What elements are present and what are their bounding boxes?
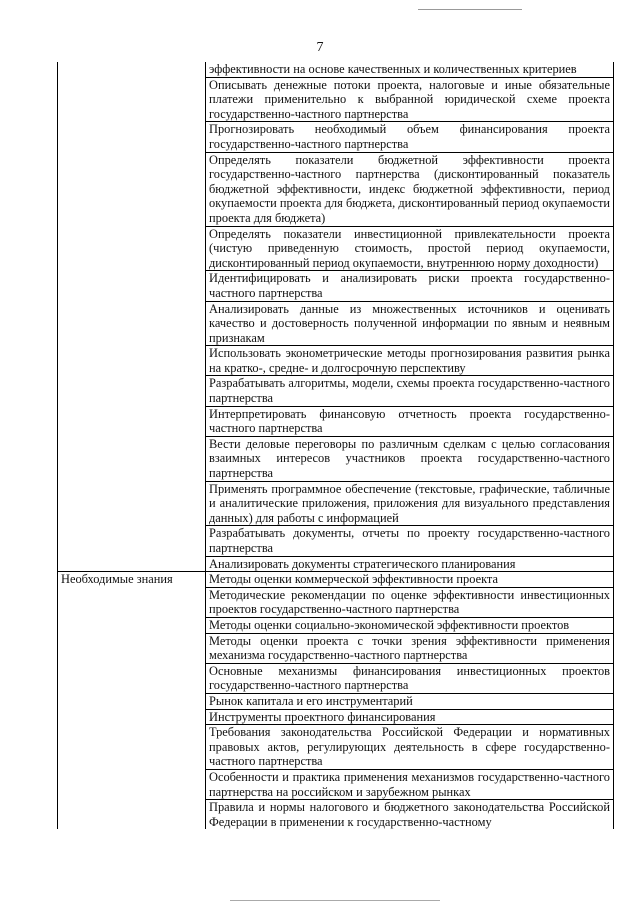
competency-table-body bbox=[58, 62, 614, 829]
skill-item: Определять показатели инвестиционной привлекательности проекта (чистую приведенную стоимость, простой период окупаемости, дисконтированный период окупаемости, внутреннюю норму доходности) bbox=[206, 226, 614, 271]
knowledge-item: Методические рекомендации по оценке эффективности инвестиционных проектов государственно-частного партнерства bbox=[206, 587, 614, 617]
skill-item: Идентифицировать и анализировать риски проекта государственно-частного партнерства bbox=[206, 271, 614, 301]
page-number: 7 bbox=[316, 40, 324, 55]
competency-table bbox=[57, 62, 614, 829]
knowledge-item: Основные механизмы финансирования инвестиционных проектов государственно-частного партнерства bbox=[206, 663, 614, 693]
skill-item: Разрабатывать алгоритмы, модели, схемы проекта государственно-частного партнерства bbox=[206, 376, 614, 406]
table-row bbox=[58, 572, 614, 588]
skill-item: Разрабатывать документы, отчеты по проекту государственно-частного партнерства bbox=[206, 526, 614, 556]
skill-item: эффективности на основе качественных и количественных критериев bbox=[206, 62, 614, 77]
skills-category-cell bbox=[58, 62, 206, 572]
skill-item: Прогнозировать необходимый объем финансирования проекта государственно-частного партнерства bbox=[206, 122, 614, 152]
knowledge-item: Методы оценки проекта с точки зрения эффективности применения механизма государственно-частного партнерства bbox=[206, 633, 614, 663]
skill-item: Определять показатели бюджетной эффективности проекта государственно-частного партнерства (дисконтированный показатель бюджетной эффективности, индекс бюджетной эффективности, период окупаемости проекта для бюджета, дисконтированный период окупаемости проекта для бюджета) bbox=[206, 152, 614, 226]
knowledge-item: Требования законодательства Российской Федерации и нормативных правовых актов, регулирующих деятельность в сфере государственно-частного партнерства bbox=[206, 725, 614, 770]
skill-item: Анализировать документы стратегического планирования bbox=[206, 556, 614, 572]
scan-bottom-rule bbox=[230, 900, 440, 901]
skill-item: Использовать эконометрические методы прогнозирования развития рынка на кратко-, средне- и долгосрочную перспективу bbox=[206, 346, 614, 376]
knowledge-item: Инструменты проектного финансирования bbox=[206, 709, 614, 725]
knowledge-item: Рынок капитала и его инструментарий bbox=[206, 693, 614, 709]
scan-top-rule bbox=[418, 9, 522, 10]
skill-item: Анализировать данные из множественных источников и оценивать качество и достоверность полученной информации по явным и неявным признакам bbox=[206, 301, 614, 346]
skill-item: Применять программное обеспечение (текстовые, графические, табличные и аналитические приложения, приложения для визуального представления данных) для работы с информацией bbox=[206, 481, 614, 526]
skill-item: Интерпретировать финансовую отчетность проекта государственно-частного партнерства bbox=[206, 406, 614, 436]
knowledge-item: Методы оценки коммерческой эффективности проекта bbox=[206, 572, 614, 588]
skill-item: Описывать денежные потоки проекта, налоговые и иные обязательные платежи применительно к выбранной юридической схеме проекта государственно-частного партнерства bbox=[206, 77, 614, 122]
knowledge-item: Правила и нормы налогового и бюджетного законодательства Российской Федерации в применении к государственно-частному bbox=[206, 800, 614, 830]
table-row bbox=[58, 62, 614, 77]
knowledge-item: Методы оценки социально-экономической эффективности проектов bbox=[206, 617, 614, 633]
skill-item: Вести деловые переговоры по различным сделкам с целью согласования взаимных интересов участников проекта государственно-частного партнерства bbox=[206, 436, 614, 481]
knowledge-category-cell: Необходимые знания bbox=[58, 572, 206, 830]
knowledge-item: Особенности и практика применения механизмов государственно-частного партнерства на российском и зарубежном рынках bbox=[206, 769, 614, 799]
